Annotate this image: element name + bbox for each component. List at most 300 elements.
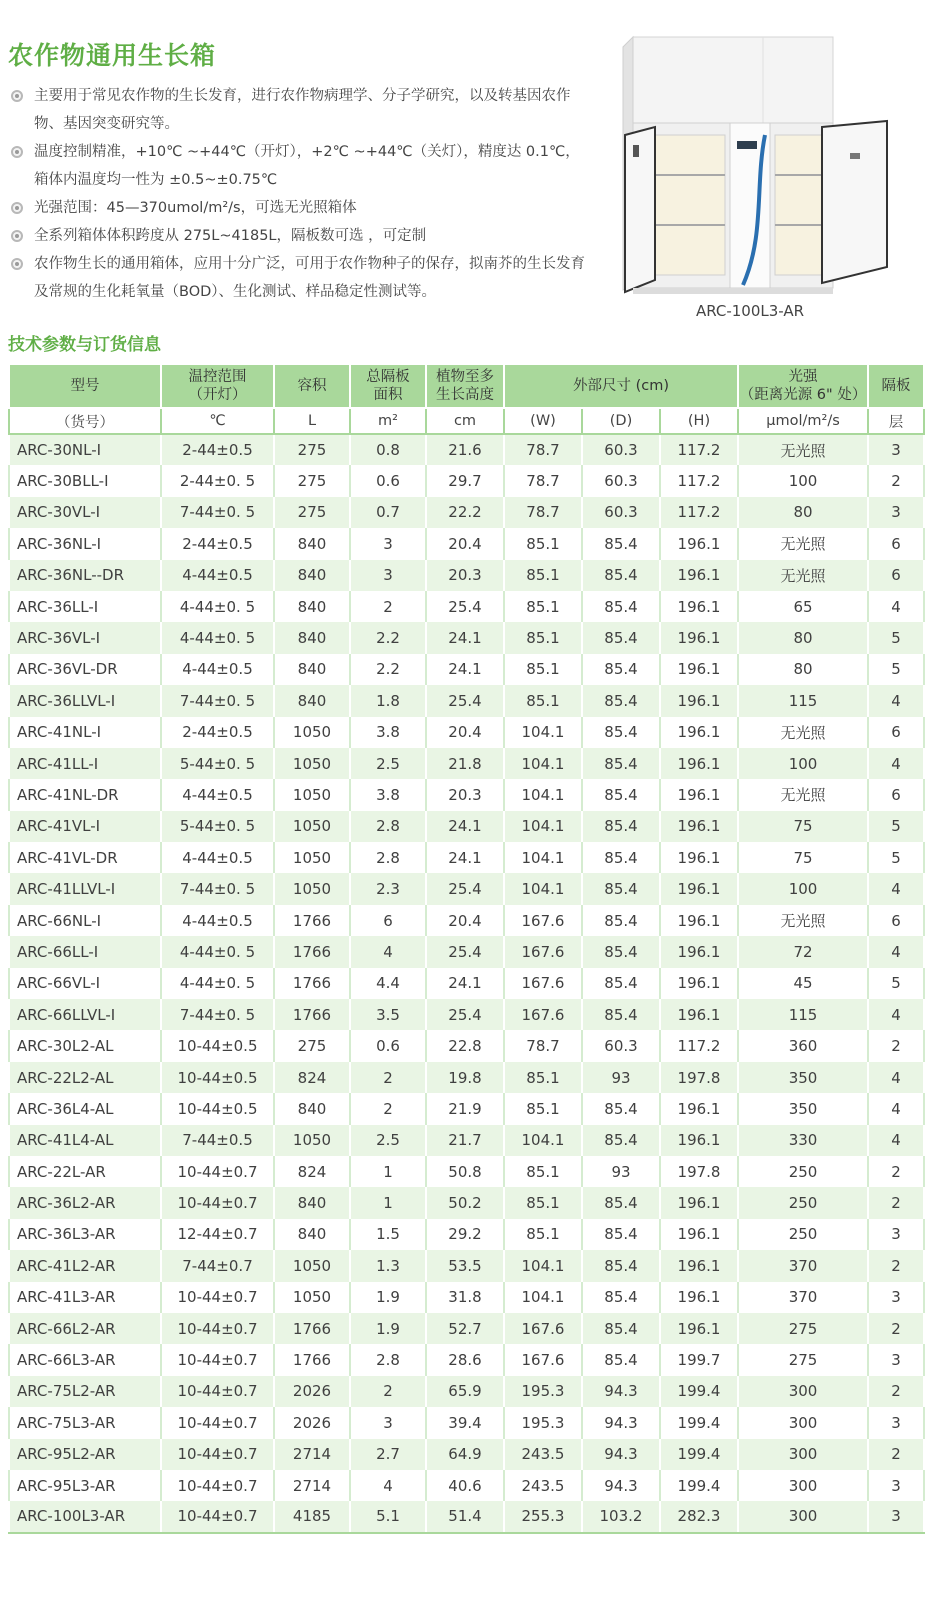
model-cell: ARC-95L2-AR xyxy=(9,1439,161,1470)
table-cell: 6 xyxy=(868,528,924,559)
table-cell: 196.1 xyxy=(660,685,738,716)
table-cell: 196.1 xyxy=(660,1187,738,1218)
table-cell: 104.1 xyxy=(504,717,582,748)
model-cell: ARC-41LLVL-I xyxy=(9,873,161,904)
table-cell: 0.6 xyxy=(350,1030,426,1061)
table-cell: 94.3 xyxy=(582,1407,660,1438)
page-title: 农作物通用生长箱 xyxy=(8,41,217,70)
table-cell: 3 xyxy=(868,497,924,528)
bullet-icon xyxy=(11,202,23,214)
table-cell: 3 xyxy=(868,434,924,465)
model-cell: ARC-36NL-I xyxy=(9,528,161,559)
table-cell: 85.4 xyxy=(582,1344,660,1375)
table-cell: 4 xyxy=(868,748,924,779)
model-cell: ARC-30BLL-I xyxy=(9,465,161,496)
table-cell: 199.4 xyxy=(660,1407,738,1438)
table-cell: 78.7 xyxy=(504,497,582,528)
table-cell: 250 xyxy=(738,1187,868,1218)
table-row xyxy=(9,685,924,716)
table-cell: 2714 xyxy=(274,1439,350,1470)
table-cell: 117.2 xyxy=(660,465,738,496)
table-cell: 196.1 xyxy=(660,622,738,653)
table-cell: 196.1 xyxy=(660,560,738,591)
table-cell: 22.8 xyxy=(426,1030,504,1061)
table-cell: 350 xyxy=(738,1093,868,1124)
table-cell: 1050 xyxy=(274,873,350,904)
table-cell: 199.7 xyxy=(660,1344,738,1375)
section-title: 技术参数与订货信息 xyxy=(8,335,161,355)
table-cell: 1766 xyxy=(274,999,350,1030)
table-cell: 75 xyxy=(738,811,868,842)
table-cell: 85.4 xyxy=(582,1313,660,1344)
table-cell: 85.4 xyxy=(582,1282,660,1313)
model-cell: ARC-66LL-I xyxy=(9,936,161,967)
table-cell: 250 xyxy=(738,1219,868,1250)
table-cell: 2714 xyxy=(274,1470,350,1501)
feature-text: 主要用于常见农作物的生长发育，进行农作物病理学、分子学研究，以及转基因农作物、基因突变研究等。 xyxy=(34,88,571,132)
table-cell: 275 xyxy=(738,1344,868,1375)
col-header-shelves: 隔板 xyxy=(868,364,924,408)
table-cell: 21.6 xyxy=(426,434,504,465)
table-cell: 370 xyxy=(738,1250,868,1281)
table-row xyxy=(9,873,924,904)
table-cell: 2.5 xyxy=(350,748,426,779)
col-header-height: 植物至多 生长高度 xyxy=(426,364,504,408)
table-cell: 12-44±0.7 xyxy=(161,1219,274,1250)
unit-cell: (W) xyxy=(504,408,582,434)
table-cell: 78.7 xyxy=(504,434,582,465)
table-cell: 7-44±0.5 xyxy=(161,1125,274,1156)
table-cell: 50.8 xyxy=(426,1156,504,1187)
table-cell: 115 xyxy=(738,999,868,1030)
table-cell: 840 xyxy=(274,1219,350,1250)
table-cell: 75 xyxy=(738,842,868,873)
table-cell: 无光照 xyxy=(738,434,868,465)
table-cell: 300 xyxy=(738,1439,868,1470)
model-cell: ARC-95L3-AR xyxy=(9,1470,161,1501)
table-cell: 29.7 xyxy=(426,465,504,496)
table-cell: 1.8 xyxy=(350,685,426,716)
table-row xyxy=(9,717,924,748)
table-cell: 167.6 xyxy=(504,1344,582,1375)
table-cell: 2 xyxy=(868,1376,924,1407)
table-row xyxy=(9,1376,924,1407)
table-row xyxy=(9,1470,924,1501)
table-cell: 3 xyxy=(350,1407,426,1438)
table-cell: 196.1 xyxy=(660,717,738,748)
table-cell: 104.1 xyxy=(504,842,582,873)
unit-cell: （货号） xyxy=(9,408,161,434)
table-cell: 85.4 xyxy=(582,936,660,967)
table-cell: 350 xyxy=(738,1062,868,1093)
table-cell: 117.2 xyxy=(660,1030,738,1061)
table-cell: 10-44±0.7 xyxy=(161,1156,274,1187)
table-cell: 2026 xyxy=(274,1376,350,1407)
table-cell: 3.8 xyxy=(350,779,426,810)
table-cell: 2.8 xyxy=(350,811,426,842)
model-cell: ARC-22L2-AL xyxy=(9,1062,161,1093)
table-cell: 85.1 xyxy=(504,1187,582,1218)
table-cell: 85.1 xyxy=(504,654,582,685)
feature-list xyxy=(8,82,588,306)
unit-cell: cm xyxy=(426,408,504,434)
table-cell: 1766 xyxy=(274,936,350,967)
table-cell: 85.4 xyxy=(582,968,660,999)
table-cell: 4-44±0. 5 xyxy=(161,622,274,653)
table-cell: 282.3 xyxy=(660,1501,738,1532)
table-cell: 196.1 xyxy=(660,1282,738,1313)
table-row xyxy=(9,968,924,999)
table-cell: 196.1 xyxy=(660,1313,738,1344)
table-cell: 1050 xyxy=(274,842,350,873)
table-cell: 93 xyxy=(582,1062,660,1093)
table-cell: 20.3 xyxy=(426,560,504,591)
table-cell: 275 xyxy=(274,465,350,496)
table-cell: 10-44±0.7 xyxy=(161,1470,274,1501)
table-cell: 2-44±0.5 xyxy=(161,434,274,465)
table-cell: 85.4 xyxy=(582,842,660,873)
table-cell: 85.1 xyxy=(504,685,582,716)
table-row xyxy=(9,842,924,873)
table-cell: 2.7 xyxy=(350,1439,426,1470)
col-header-light: 光强 （距离光源 6" 处） xyxy=(738,364,868,408)
table-cell: 85.4 xyxy=(582,717,660,748)
table-cell: 4 xyxy=(868,1125,924,1156)
table-row xyxy=(9,465,924,496)
model-cell: ARC-22L-AR xyxy=(9,1156,161,1187)
table-cell: 1050 xyxy=(274,717,350,748)
col-header-model: 型号 xyxy=(9,364,161,408)
table-cell: 840 xyxy=(274,591,350,622)
table-cell: 3 xyxy=(350,528,426,559)
table-cell: 275 xyxy=(274,497,350,528)
table-row xyxy=(9,1187,924,1218)
table-cell: 2026 xyxy=(274,1407,350,1438)
table-cell: 2-44±0.5 xyxy=(161,528,274,559)
table-cell: 1766 xyxy=(274,1344,350,1375)
table-cell: 3 xyxy=(868,1219,924,1250)
table-cell: 196.1 xyxy=(660,779,738,810)
table-cell: 85.4 xyxy=(582,1250,660,1281)
table-cell: 20.3 xyxy=(426,779,504,810)
table-cell: 196.1 xyxy=(660,968,738,999)
table-cell: 7-44±0. 5 xyxy=(161,685,274,716)
table-row xyxy=(9,811,924,842)
table-cell: 167.6 xyxy=(504,905,582,936)
model-cell: ARC-66NL-I xyxy=(9,905,161,936)
table-cell: 4 xyxy=(868,936,924,967)
table-cell: 7-44±0. 5 xyxy=(161,497,274,528)
model-cell: ARC-41VL-DR xyxy=(9,842,161,873)
feature-text: 农作物生长的通用箱体，应用十分广泛，可用于农作物种子的保存，拟南芥的生长发育及常规的生化耗氧量（BOD）、生化测试、样品稳定性测试等。 xyxy=(34,256,585,300)
table-cell: 4-44±0.5 xyxy=(161,779,274,810)
table-cell: 3 xyxy=(868,1407,924,1438)
feature-text: 温度控制精准，+10℃ ~+44℃（开灯），+2℃ ~+44℃（关灯），精度达 0.1℃，箱体内温度均一性为 ±0.5~±0.75℃ xyxy=(34,144,580,188)
table-cell: 2 xyxy=(868,1250,924,1281)
table-cell: 65.9 xyxy=(426,1376,504,1407)
table-cell: 80 xyxy=(738,497,868,528)
table-cell: 85.4 xyxy=(582,654,660,685)
table-cell: 无光照 xyxy=(738,717,868,748)
table-cell: 1766 xyxy=(274,1313,350,1344)
unit-cell: ℃ xyxy=(161,408,274,434)
table-row xyxy=(9,748,924,779)
table-cell: 25.4 xyxy=(426,591,504,622)
table-cell: 2-44±0. 5 xyxy=(161,465,274,496)
table-cell: 10-44±0.5 xyxy=(161,1030,274,1061)
table-cell: 24.1 xyxy=(426,811,504,842)
table-row xyxy=(9,905,924,936)
model-cell: ARC-100L3-AR xyxy=(9,1501,161,1532)
model-cell: ARC-41LL-I xyxy=(9,748,161,779)
table-cell: 5 xyxy=(868,811,924,842)
table-cell: 20.4 xyxy=(426,717,504,748)
col-header-temp: 温控范围 （开灯） xyxy=(161,364,274,408)
table-cell: 78.7 xyxy=(504,465,582,496)
table-cell: 3.5 xyxy=(350,999,426,1030)
table-row xyxy=(9,1282,924,1313)
table-row xyxy=(9,1030,924,1061)
table-row xyxy=(9,654,924,685)
table-cell: 104.1 xyxy=(504,779,582,810)
table-cell: 104.1 xyxy=(504,873,582,904)
table-cell: 51.4 xyxy=(426,1501,504,1532)
table-cell: 45 xyxy=(738,968,868,999)
table-cell: 4 xyxy=(350,1470,426,1501)
unit-cell: 层 xyxy=(868,408,924,434)
table-row xyxy=(9,936,924,967)
table-cell: 60.3 xyxy=(582,465,660,496)
model-cell: ARC-66VL-I xyxy=(9,968,161,999)
table-cell: 1050 xyxy=(274,1282,350,1313)
product-caption: ARC-100L3-AR xyxy=(695,302,805,320)
table-cell: 7-44±0. 5 xyxy=(161,873,274,904)
table-row xyxy=(9,1219,924,1250)
growth-chamber-illustration xyxy=(615,35,915,305)
unit-cell: L xyxy=(274,408,350,434)
table-cell: 2 xyxy=(350,591,426,622)
table-cell: 10-44±0.7 xyxy=(161,1282,274,1313)
table-row xyxy=(9,591,924,622)
table-cell: 85.1 xyxy=(504,591,582,622)
table-cell: 196.1 xyxy=(660,654,738,685)
table-cell: 60.3 xyxy=(582,434,660,465)
table-row xyxy=(9,1439,924,1470)
header-row xyxy=(9,364,924,408)
model-cell: ARC-30L2-AL xyxy=(9,1030,161,1061)
table-cell: 167.6 xyxy=(504,999,582,1030)
table-cell: 21.8 xyxy=(426,748,504,779)
model-cell: ARC-36VL-DR xyxy=(9,654,161,685)
table-cell: 1.9 xyxy=(350,1282,426,1313)
table-cell: 300 xyxy=(738,1376,868,1407)
table-cell: 2.2 xyxy=(350,622,426,653)
table-cell: 0.6 xyxy=(350,465,426,496)
table-cell: 24.1 xyxy=(426,654,504,685)
table-cell: 80 xyxy=(738,622,868,653)
table-cell: 1766 xyxy=(274,905,350,936)
table-cell: 无光照 xyxy=(738,779,868,810)
table-cell: 4 xyxy=(868,591,924,622)
table-row xyxy=(9,1156,924,1187)
unit-row xyxy=(9,408,924,434)
model-cell: ARC-66L2-AR xyxy=(9,1313,161,1344)
table-cell: 2.5 xyxy=(350,1125,426,1156)
table-cell: 199.4 xyxy=(660,1376,738,1407)
table-cell: 840 xyxy=(274,560,350,591)
table-cell: 85.1 xyxy=(504,1062,582,1093)
table-cell: 10-44±0.7 xyxy=(161,1187,274,1218)
table-cell: 85.1 xyxy=(504,1219,582,1250)
table-row xyxy=(9,434,924,465)
col-header-area: 总隔板 面积 xyxy=(350,364,426,408)
table-cell: 85.4 xyxy=(582,685,660,716)
table-cell: 1.5 xyxy=(350,1219,426,1250)
bullet-icon xyxy=(11,258,23,270)
table-cell: 196.1 xyxy=(660,1250,738,1281)
table-cell: 25.4 xyxy=(426,873,504,904)
table-row xyxy=(9,1062,924,1093)
table-row xyxy=(9,1313,924,1344)
model-cell: ARC-36L3-AR xyxy=(9,1219,161,1250)
table-cell: 330 xyxy=(738,1125,868,1156)
model-cell: ARC-41L4-AL xyxy=(9,1125,161,1156)
feature-item xyxy=(8,194,588,222)
table-cell: 4-44±0.5 xyxy=(161,842,274,873)
table-cell: 0.8 xyxy=(350,434,426,465)
table-cell: 85.4 xyxy=(582,591,660,622)
table-cell: 85.4 xyxy=(582,1125,660,1156)
model-cell: ARC-41NL-DR xyxy=(9,779,161,810)
table-cell: 5.1 xyxy=(350,1501,426,1532)
table-cell: 4 xyxy=(868,1062,924,1093)
table-cell: 85.4 xyxy=(582,560,660,591)
table-cell: 840 xyxy=(274,528,350,559)
table-cell: 3 xyxy=(868,1282,924,1313)
table-cell: 2 xyxy=(350,1376,426,1407)
table-cell: 840 xyxy=(274,622,350,653)
unit-cell: μmol/m²/s xyxy=(738,408,868,434)
table-cell: 824 xyxy=(274,1156,350,1187)
table-cell: 5 xyxy=(868,968,924,999)
table-row xyxy=(9,1250,924,1281)
table-cell: 196.1 xyxy=(660,748,738,779)
model-cell: ARC-36L4-AL xyxy=(9,1093,161,1124)
feature-text: 全系列箱体体积跨度从 275L~4185L，隔板数可选 ，可定制 xyxy=(34,228,427,244)
table-cell: 53.5 xyxy=(426,1250,504,1281)
table-cell: 4.4 xyxy=(350,968,426,999)
table-cell: 85.4 xyxy=(582,622,660,653)
table-cell: 94.3 xyxy=(582,1439,660,1470)
table-cell: 1.3 xyxy=(350,1250,426,1281)
table-cell: 300 xyxy=(738,1407,868,1438)
table-cell: 2 xyxy=(868,465,924,496)
table-cell: 10-44±0.7 xyxy=(161,1407,274,1438)
table-cell: 1 xyxy=(350,1156,426,1187)
table-cell: 31.8 xyxy=(426,1282,504,1313)
table-cell: 4-44±0.5 xyxy=(161,654,274,685)
table-cell: 28.6 xyxy=(426,1344,504,1375)
table-cell: 4-44±0. 5 xyxy=(161,936,274,967)
table-cell: 10-44±0.7 xyxy=(161,1501,274,1532)
table-cell: 4 xyxy=(868,873,924,904)
feature-item xyxy=(8,138,588,194)
table-cell: 100 xyxy=(738,873,868,904)
table-cell: 85.1 xyxy=(504,1156,582,1187)
model-cell: ARC-66L3-AR xyxy=(9,1344,161,1375)
table-cell: 243.5 xyxy=(504,1470,582,1501)
table-cell: 300 xyxy=(738,1470,868,1501)
table-cell: 无光照 xyxy=(738,528,868,559)
table-cell: 85.4 xyxy=(582,1219,660,1250)
model-cell: ARC-36LL-I xyxy=(9,591,161,622)
model-cell: ARC-41VL-I xyxy=(9,811,161,842)
table-cell: 6 xyxy=(868,779,924,810)
table-body xyxy=(9,434,924,1533)
table-row xyxy=(9,1093,924,1124)
table-cell: 4 xyxy=(868,685,924,716)
table-cell: 196.1 xyxy=(660,842,738,873)
table-cell: 25.4 xyxy=(426,999,504,1030)
table-cell: 195.3 xyxy=(504,1376,582,1407)
col-header-dimensions: 外部尺寸 (cm) xyxy=(504,364,738,408)
model-cell: ARC-30NL-I xyxy=(9,434,161,465)
table-cell: 85.4 xyxy=(582,811,660,842)
table-cell: 167.6 xyxy=(504,968,582,999)
table-cell: 104.1 xyxy=(504,1250,582,1281)
table-cell: 4185 xyxy=(274,1501,350,1532)
table-cell: 840 xyxy=(274,654,350,685)
table-row xyxy=(9,1501,924,1532)
table-cell: 10-44±0.7 xyxy=(161,1344,274,1375)
table-cell: 60.3 xyxy=(582,497,660,528)
model-cell: ARC-41NL-I xyxy=(9,717,161,748)
table-row xyxy=(9,779,924,810)
table-cell: 2 xyxy=(868,1156,924,1187)
table-cell: 5 xyxy=(868,654,924,685)
table-cell: 4 xyxy=(868,1093,924,1124)
table-cell: 360 xyxy=(738,1030,868,1061)
table-cell: 117.2 xyxy=(660,497,738,528)
table-cell: 10-44±0.7 xyxy=(161,1313,274,1344)
table-cell: 100 xyxy=(738,748,868,779)
table-cell: 5-44±0. 5 xyxy=(161,748,274,779)
table-cell: 3.8 xyxy=(350,717,426,748)
table-cell: 25.4 xyxy=(426,936,504,967)
table-cell: 3 xyxy=(350,560,426,591)
table-cell: 4-44±0.5 xyxy=(161,905,274,936)
table-cell: 无光照 xyxy=(738,560,868,591)
table-cell: 840 xyxy=(274,685,350,716)
table-cell: 196.1 xyxy=(660,591,738,622)
table-cell: 1050 xyxy=(274,1250,350,1281)
table-cell: 5-44±0. 5 xyxy=(161,811,274,842)
table-cell: 19.8 xyxy=(426,1062,504,1093)
table-cell: 1.9 xyxy=(350,1313,426,1344)
table-row xyxy=(9,560,924,591)
table-cell: 40.6 xyxy=(426,1470,504,1501)
table-cell: 80 xyxy=(738,654,868,685)
table-cell: 196.1 xyxy=(660,811,738,842)
table-cell: 52.7 xyxy=(426,1313,504,1344)
table-cell: 21.7 xyxy=(426,1125,504,1156)
table-cell: 196.1 xyxy=(660,1125,738,1156)
table-cell: 4-44±0. 5 xyxy=(161,968,274,999)
table-cell: 64.9 xyxy=(426,1439,504,1470)
table-row xyxy=(9,1125,924,1156)
feature-item xyxy=(8,250,588,306)
table-cell: 115 xyxy=(738,685,868,716)
